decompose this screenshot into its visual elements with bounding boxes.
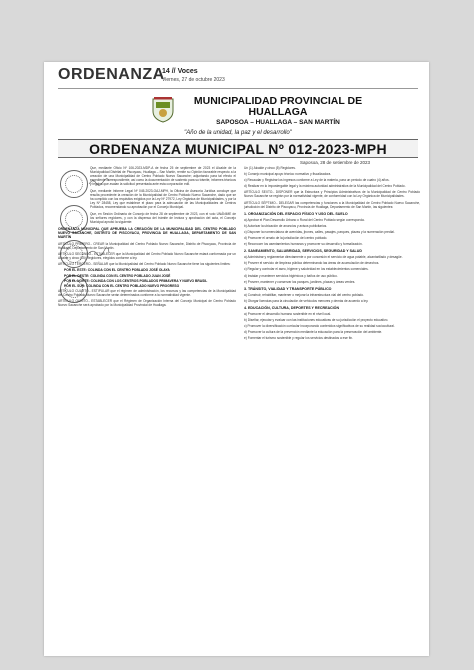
- place-date: Saposoa, 28 de setiembre de 2023: [300, 160, 371, 165]
- list-item: Un (1) Alcalde y cinco (5) Regidores.: [244, 166, 296, 170]
- article-paragraph: ARTÍCULO SÉPTIMO.- DELEGAR las competencias y funciones a la Municipalidad de Centro Poblado Nuevo Sacanche, jurisdicción del Distrito de Piscoyacu, Provincia de Huallaga, Departamento de San Martín, las siguientes:: [244, 200, 420, 209]
- list-item: d) Realizar en lo impostergable legal y la máxima autoridad administrativa de la Municipalidad del Centro Poblado.: [244, 184, 406, 189]
- left-column: [58, 166, 236, 309]
- ordinance-title: ORDENANZA MUNICIPAL Nº 012-2023-MPH: [89, 141, 387, 157]
- list-item: d) Promover la cultura de la prevención mediante la educación para la preservación del ambiente.: [244, 330, 383, 335]
- list-item: b) Otorgar licencias para la circulación de vehículos menores y demás de acuerdo a ley.: [244, 298, 369, 303]
- ordinance-heading: ORDENANZA MUNICIPAL QUE APRUEBA LA CREACIÓN DE LA MUNICIPALIDAD DEL CENTRO POBLADO NUEVO SACANCHE, DISTRITO DE PISCOYACU, PROVINCIA DE HUALLAGA, DEPARTAMENTO DE SAN MARTÍN: [58, 226, 236, 240]
- section-heading: 1. ORGANIZACIÓN DEL ESPACIO FÍSICO Y USO DEL SUELO: [244, 211, 348, 216]
- considerando-paragraph: Que, mediante Oficio Nº 106-2023-MDP-A de fecha 25 de septiembre de 2023 el Alcalde de la Municipalidad Distrital de Piscoyacu, Huallaga – San Martín, remite su Opinión favorable respecto a la creación de una Municipalidad de Centro Poblado Nuevo Sacanche; adjuntando para tal efecto el expediente correspondiente, así como la documentación de sustento para su trámite, informes técnicos y legales que avalan la solicitud presentada ante esta corporación edil.: [90, 166, 236, 187]
- year-motto: "Año de la unidad, la paz y el desarrollo": [184, 130, 292, 136]
- list-item: d) Promover el ornato de la jurisdicción del centro poblado.: [244, 236, 328, 241]
- list-item: a) Aprobar el Plan Desarrollo Urbano o Rural del Centro Poblado según corresponda.: [244, 217, 365, 222]
- considerando-paragraph: Que, en Sesión Ordinaria de Concejo de fecha 28 de septiembre de 2023, con el voto UNÁNIME de los señores regidores, y con la dispensa del trámite de lectura y aprobación del acta, el Concejo Municipal aprobó la siguiente:: [90, 211, 236, 225]
- section-heading: 2. SANEAMIENTO, SALUBRIDAD, SERVICIOS, SEGURIDAD Y SALUD: [244, 249, 362, 254]
- section-title: ORDENANZA: [58, 66, 165, 83]
- list-item: c) Regular y controlar el aseo, higiene y salubridad en los establecimientos comerciales.: [244, 267, 369, 272]
- header-divider: [58, 88, 418, 89]
- list-item: b) Autorizar la ubicación de anuncios y avisos publicitarios.: [244, 223, 328, 228]
- section-heading: 4. EDUCACIÓN, CULTURA, DEPORTES Y RECREACIÓN: [244, 305, 340, 310]
- municipal-crest-icon: [151, 97, 175, 123]
- article-paragraph: ARTÍCULO TERCERO.- SEÑALAR que la Municipalidad del Centro Poblado Nuevo Sacanche tiene los siguientes límites:: [58, 262, 231, 267]
- article-paragraph: ARTÍCULO QUINTO.- ESTABLECER que el Régimen de Organización Interna del Concejo Municipal de Centro Poblado Nuevo Sacanche será aprobado por la Municipalidad Provincial de Huallaga.: [58, 299, 236, 308]
- list-item: b) Proveer el servicio de limpieza pública determinando las áreas de acumulación de desechos.: [244, 261, 380, 266]
- ordinance-banner: [58, 139, 418, 158]
- issue-date: Viernes, 27 de octubre 2023: [162, 77, 225, 83]
- right-column: [244, 166, 420, 342]
- page-header: [58, 66, 418, 90]
- municipality-subtitle: SAPOSOA – HUALLAGA – SAN MARTÍN: [216, 119, 340, 126]
- list-item: d) Instalar y mantener servicios higiénicos y baños de uso público.: [244, 273, 338, 278]
- list-item: e) Fomentar el turismo sostenible y regular los servicios destinados a ese fin.: [244, 336, 353, 341]
- list-item: a) Administrar y reglamentar directamente o por concesión el servicio de agua potable, alcantarillado y desagüe.: [244, 255, 403, 260]
- section-heading: 3. TRÁNSITO, VIALIDAD Y TRANSPORTE PÚBLICO: [244, 286, 332, 291]
- list-item: e) Proveer, mantener y conservar los parques, jardines, plazas y áreas verdes.: [244, 279, 356, 284]
- considerando-paragraph: Que, mediante Informe Legal Nº 045-2023-OAJ-MPH, la Oficina de Asesoría Jurídica concluye que resulta procedente la creación de la Municipalidad de Centro Poblado Nuevo Sacanche, dado que se ha cumplido con los requisitos exigidos por la Ley Nº 27972, Ley Orgánica de Municipalidades, y por la Ley Nº 28458, Ley que establece el plazo para la adecuación de las Municipalidades de Centros Poblados, recomendando su aprobación por el Concejo Municipal.: [90, 188, 236, 210]
- page-number: 14 // Voces: [162, 68, 198, 75]
- municipality-name: MUNICIPALIDAD PROVINCIAL DE HUALLAGA: [193, 95, 363, 118]
- list-item: c) Recaudar y Registrar los ingresos conforme a Ley de la materia, para un periodo de cuatro (4) años.: [244, 178, 390, 183]
- article-paragraph: ARTÍCULO CUARTO.- ESTIPULAR que el régimen de administración, los recursos y las competencias de la Municipalidad del Centro Poblado Nuevo Sacanche serán determinados conforme a la normatividad vigente.: [58, 289, 236, 298]
- article-paragraph: ARTÍCULO PRIMERO.- CREAR la Municipalidad del Centro Poblado Nuevo Sacanche, Distrito de Piscoyacu, Provincia de Huallaga, Departamento de San Martín.: [58, 241, 236, 250]
- limit-item: POR EL OESTE: COLINDA CON EL CENTRO POBLADO JUAN JOSÉ: [64, 273, 171, 278]
- list-item: c) Promover la diversificación curricular incorporando contenidos significativos de su realidad sociocultural.: [244, 324, 395, 329]
- limit-item: POR EL NORTE: COLINDA CON LOS CENTROS POBLADOS PRIMAVERA Y NUEVO BRASIL: [64, 278, 208, 283]
- list-item: a) Promover el desarrollo humano sostenible en el nivel local.: [244, 311, 331, 316]
- masthead: [178, 96, 378, 126]
- list-item: c) Disponer la nomenclatura de avenidas, jirones, calles, pasajes, parques, plazas y la numeración predial.: [244, 229, 395, 234]
- list-item: b) Diseñar, ejecutar y evaluar con las instituciones educativas de su jurisdicción el proyecto educativo.: [244, 317, 389, 322]
- article-paragraph: ARTÍCULO SEXTO.- DISPONER que la Estructura y Principios Administrativos de la Municipalidad de Centro Poblado Nuevo Sacanche se regirán por la normatividad vigente, de conformidad con la Ley Orgánica de Municipalidades.: [244, 190, 420, 199]
- list-item: e) Reconocer los asentamientos humanos y promover su desarrollo y formalización.: [244, 242, 363, 247]
- list-item: b) Consejo municipal apoyo técnico normativo y fiscalizadora.: [244, 172, 332, 177]
- limit-item: POR EL SUR: COLINDA CON EL CENTRO POBLADO NUEVO PROGRESO: [64, 283, 180, 288]
- limit-item: POR EL ESTE: COLINDA CON EL CENTRO POBLADO JOSÉ OLAYA: [64, 268, 170, 273]
- article-paragraph: ARTÍCULO SEGUNDO.- ESTABLECER que la Municipalidad del Centro Poblado Nuevo Sacanche estará conformada por un Alcalde y cinco (05) Regidores, elegidos conforme a ley.: [58, 252, 236, 261]
- list-item: a) Construir, rehabilitar, mantener o mejorar la infraestructura vial del centro poblado.: [244, 292, 364, 297]
